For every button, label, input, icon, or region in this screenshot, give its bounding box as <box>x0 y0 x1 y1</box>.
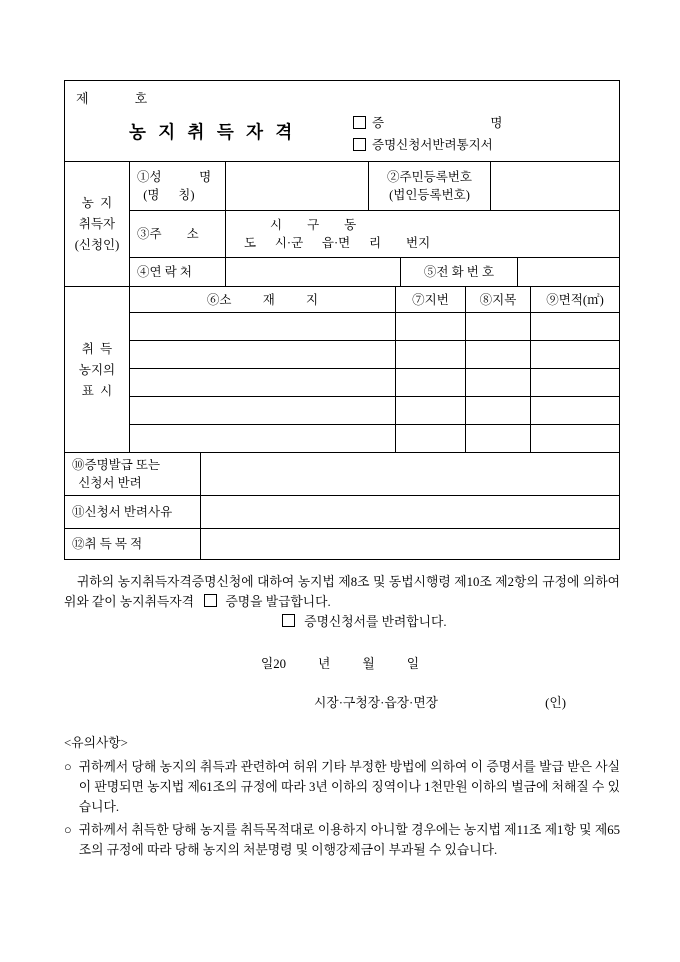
lot-number-cell[interactable] <box>395 425 465 452</box>
applicant-section-label-line: (신청인) <box>74 238 120 252</box>
location-cell[interactable] <box>130 341 395 368</box>
date-line: 일20 년 월 일 <box>260 657 420 671</box>
lot-number-cell[interactable] <box>395 313 465 340</box>
rejection-notice-checkbox[interactable] <box>353 138 366 151</box>
issue-or-return-input-cell[interactable] <box>200 453 619 495</box>
issue-checkbox[interactable] <box>204 594 217 607</box>
regno-label-line2: (법인등록번호) <box>389 188 470 202</box>
lot-number-cell[interactable] <box>395 341 465 368</box>
location-cell[interactable] <box>130 425 395 452</box>
purpose-label <box>65 529 200 559</box>
name-label <box>130 162 225 210</box>
farmland-row <box>130 424 619 452</box>
form-title: 농 지 취 득 자 격 <box>129 122 297 142</box>
address-label <box>130 211 225 257</box>
lot-number-cell[interactable] <box>395 397 465 424</box>
name-label-line2: (명 칭) <box>137 188 195 202</box>
applicant-section-label-line: 취득자 <box>78 217 116 231</box>
rejection-reason-input-cell[interactable] <box>200 496 619 528</box>
certificate-type-options <box>353 111 502 155</box>
address-preprint-line1: 시 구 동 <box>270 218 357 232</box>
location-cell[interactable] <box>130 369 395 396</box>
farmland-row <box>130 368 619 396</box>
applicant-section-label-line: 농 지 <box>81 196 113 210</box>
land-category-cell[interactable] <box>465 313 530 340</box>
location-column-header <box>130 287 395 312</box>
document-number-suffix: 호 <box>134 91 148 106</box>
purpose-label-text: ⑫취 득 목 적 <box>72 537 143 551</box>
notice-text: 귀하께서 취득한 당해 농지를 취득목적대로 이용하지 아니할 경우에는 농지법 제11조 제1항 및 제65조의 규정에 따라 당해 농지의 처분명령 및 이행강제금이 부과될 수 있습니다. <box>78 823 620 857</box>
issue-or-return-label <box>65 453 200 495</box>
notices-title: <유의사항> <box>64 736 128 750</box>
statement-issue-text: 증명을 발급합니다. <box>225 595 331 609</box>
address-preprint-line2: 도 시·군 읍·면 리 번지 <box>244 236 431 250</box>
farmland-row <box>130 312 619 340</box>
contact-label <box>130 258 225 286</box>
return-statement-text: 증명신청서를 반려합니다. <box>304 615 447 629</box>
notice-item <box>64 757 620 817</box>
resident-registration-number-label <box>368 162 490 210</box>
farmland-section-label-line: 취 득 <box>81 341 113 356</box>
lot-number-cell[interactable] <box>395 369 465 396</box>
address-input-cell[interactable] <box>225 211 619 257</box>
farmland-section <box>65 286 619 452</box>
signature-line <box>314 692 566 711</box>
area-cell[interactable] <box>530 369 619 396</box>
area-column-header <box>530 287 619 312</box>
rejection-reason-row <box>65 495 619 528</box>
contact-input-cell[interactable] <box>225 258 400 286</box>
resident-registration-number-input-cell[interactable] <box>490 162 619 210</box>
area-cell[interactable] <box>530 397 619 424</box>
land-category-cell[interactable] <box>465 425 530 452</box>
certificate-checkbox[interactable] <box>353 116 366 129</box>
farmland-header-row <box>130 287 619 312</box>
name-label-line1: ①성 명 <box>137 170 212 184</box>
rejection-notice-option-label: 증명신청서반려통지서 <box>372 138 493 152</box>
document-number <box>76 88 147 107</box>
notices-section <box>64 733 620 860</box>
circle-bullet-icon: ○ <box>64 760 72 774</box>
name-input-cell[interactable] <box>225 162 368 210</box>
land-category-cell[interactable] <box>465 341 530 368</box>
farmland-row <box>130 396 619 424</box>
certificate-option <box>353 111 502 133</box>
area-cell[interactable] <box>530 425 619 452</box>
form-table <box>64 80 620 560</box>
address-row <box>130 210 619 257</box>
rejection-reason-label-text: ⑪신청서 반려사유 <box>72 505 173 519</box>
lot-number-column-header-text: ⑦지번 <box>412 292 449 307</box>
contact-row <box>130 257 619 286</box>
rejection-reason-label <box>65 496 200 528</box>
certificate-option-label: 증 명 <box>372 116 503 130</box>
lot-number-column-header <box>395 287 465 312</box>
certification-statement <box>64 572 620 612</box>
phone-number-label <box>400 258 517 286</box>
return-statement <box>282 612 447 632</box>
land-category-cell[interactable] <box>465 369 530 396</box>
issue-or-return-row <box>65 452 619 495</box>
location-cell[interactable] <box>130 397 395 424</box>
notice-item <box>64 820 620 860</box>
notice-text: 귀하께서 당해 농지의 취득과 관련하여 허위 기타 부정한 방법에 의하여 이 증명서를 발급 받은 사실이 판명되면 농지법 제61조의 규정에 따라 3년 이하의 징역이나 1천만원 이하의 벌금에 처해질 수 있습니다. <box>78 760 620 814</box>
farmland-section-label <box>65 287 130 452</box>
phone-number-label-text: ⑤전 화 번 호 <box>423 265 495 279</box>
location-column-header-text: ⑥소 재 지 <box>206 292 319 307</box>
farmland-section-label-line: 농지의 <box>78 362 116 377</box>
land-category-column-header-text: ⑧지목 <box>479 292 517 307</box>
rejection-notice-option <box>353 133 502 155</box>
document-number-prefix: 제 <box>76 91 89 106</box>
area-cell[interactable] <box>530 313 619 340</box>
land-category-cell[interactable] <box>465 397 530 424</box>
return-checkbox[interactable] <box>282 614 295 627</box>
issue-or-return-label-line1: ⑩증명발급 또는 <box>72 458 161 472</box>
land-category-column-header <box>465 287 530 312</box>
address-label-text: ③주 소 <box>137 227 199 241</box>
location-cell[interactable] <box>130 313 395 340</box>
issue-or-return-label-line2: 신청서 반려 <box>72 476 142 490</box>
regno-label-line1: ②주민등록번호 <box>387 170 472 184</box>
statement-main-text: 귀하의 농지취득자격증명신청에 대하여 농지법 제8조 및 동법시행령 제10조 제2항의 규정에 의하여 위와 같이 농지취득자격 <box>64 575 620 609</box>
applicant-section <box>65 162 619 286</box>
signer-title: 시장·구청장·읍장·면장 <box>314 696 439 710</box>
area-column-header-text: ⑨면적(㎡) <box>546 292 604 307</box>
circle-bullet-icon: ○ <box>64 823 72 837</box>
purpose-row <box>65 528 619 559</box>
farmland-row <box>130 340 619 368</box>
purpose-input-cell[interactable] <box>200 529 619 559</box>
farmland-section-label-line: 표 시 <box>81 383 113 398</box>
contact-label-text: ④연 락 처 <box>137 265 192 279</box>
phone-number-input-cell[interactable] <box>517 258 619 286</box>
area-cell[interactable] <box>530 341 619 368</box>
seal-label: (인) <box>545 696 566 710</box>
applicant-section-label <box>65 162 130 286</box>
name-row <box>130 162 619 210</box>
form-header <box>65 81 619 162</box>
